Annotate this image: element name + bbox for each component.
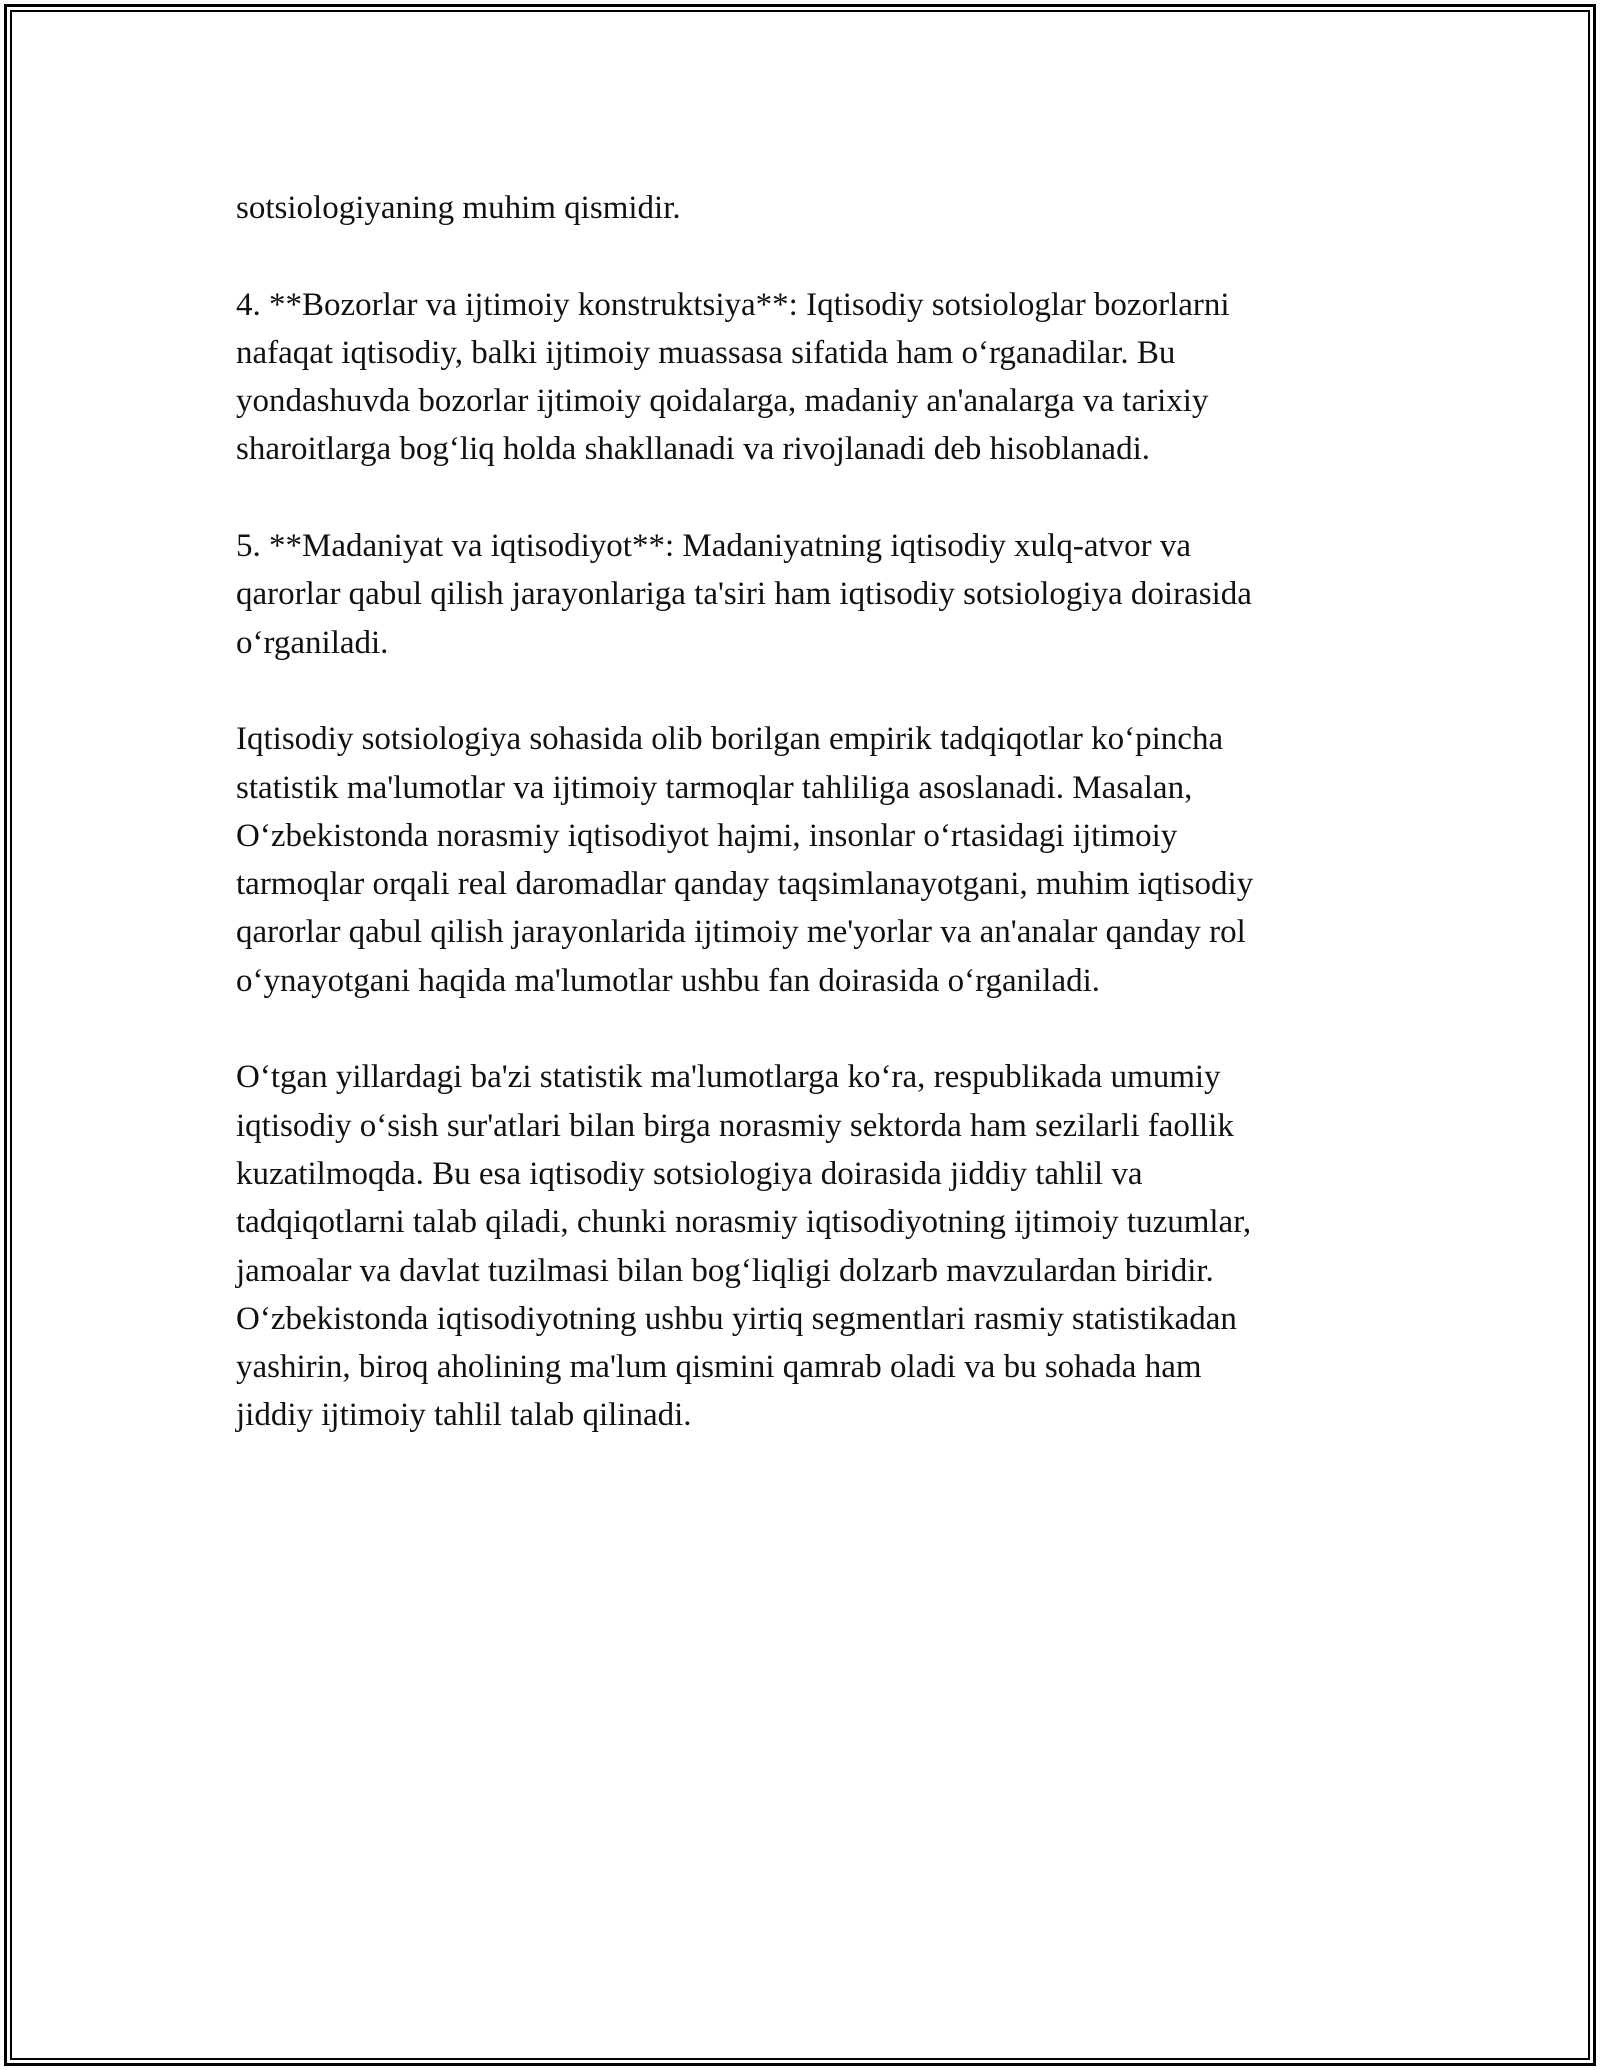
paragraph-empirical-research: Iqtisodiy sotsiologiya sohasida olib borilgan empirik tadqiqotlar ko‘pincha statistik ma'lumotlar va ijtimoiy tarmoqlar tahliliga asoslanadi. Masalan, O‘zbekistonda norasmiy iqtisodiyot hajmi, insonlar o‘rtasidagi ijtimoiy tarmoqlar orqali real daromadlar qanday taqsimlanayotgani, muhim iqtisodiy qarorlar qabul qilish jarayonlarida ijtimoiy me'yorlar va an'analar qanday rol o‘ynayotgani haqida ma'lumotlar ushbu fan doirasida o‘rganiladi.	[236, 721, 1254, 999]
paragraph-statistics-informal-sector: O‘tgan yillardagi ba'zi statistik ma'lumotlarga ko‘ra, respublikada umumiy iqtisodiy o‘sish sur'atlari bilan birga norasmiy sektorda ham sezilarli faollik kuzatilmoqda. Bu esa iqtisodiy sotsiologiya doirasida jiddiy tahlil va tadqiqotlarni talab qiladi, chunki norasmiy iqtisodiyotning ijtimoiy tuzumlar, jamoalar va davlat tuzilmasi bilan bog‘liqligi dolzarb mavzulardan biridir. O‘zbekistonda iqtisodiyotning ushbu yirtiq segmentlari rasmiy statistikadan yashirin, biroq aholining ma'lum qismini qamrab oladi va bu sohada ham jiddiy ijtimoiy tahlil talab qilinadi.	[236, 1059, 1252, 1434]
paragraph-culture-economy: 5. **Madaniyat va iqtisodiyot**: Madaniyatning iqtisodiy xulq-atvor va qarorlar qabul qilish jarayonlariga ta'siri ham iqtisodiy sotsiologiya doirasida o‘rganiladi.	[236, 528, 1252, 661]
document-body	[236, 184, 1386, 1488]
paragraph-markets-social-construction: 4. **Bozorlar va ijtimoiy konstruktsiya**: Iqtisodiy sotsiologlar bozorlarni nafaqat iqtisodiy, balki ijtimoiy muassasa sifatida ham o‘rganadilar. Bu yondashuvda bozorlar ijtimoiy qoidalarga, madaniy an'analarga va tarixiy sharoitlarga bog‘liq holda shakllanadi va rivojlanadi deb hisoblanadi.	[236, 286, 1230, 468]
paragraph-continuation: sotsiologiyaning muhim qismidir.	[236, 190, 681, 226]
